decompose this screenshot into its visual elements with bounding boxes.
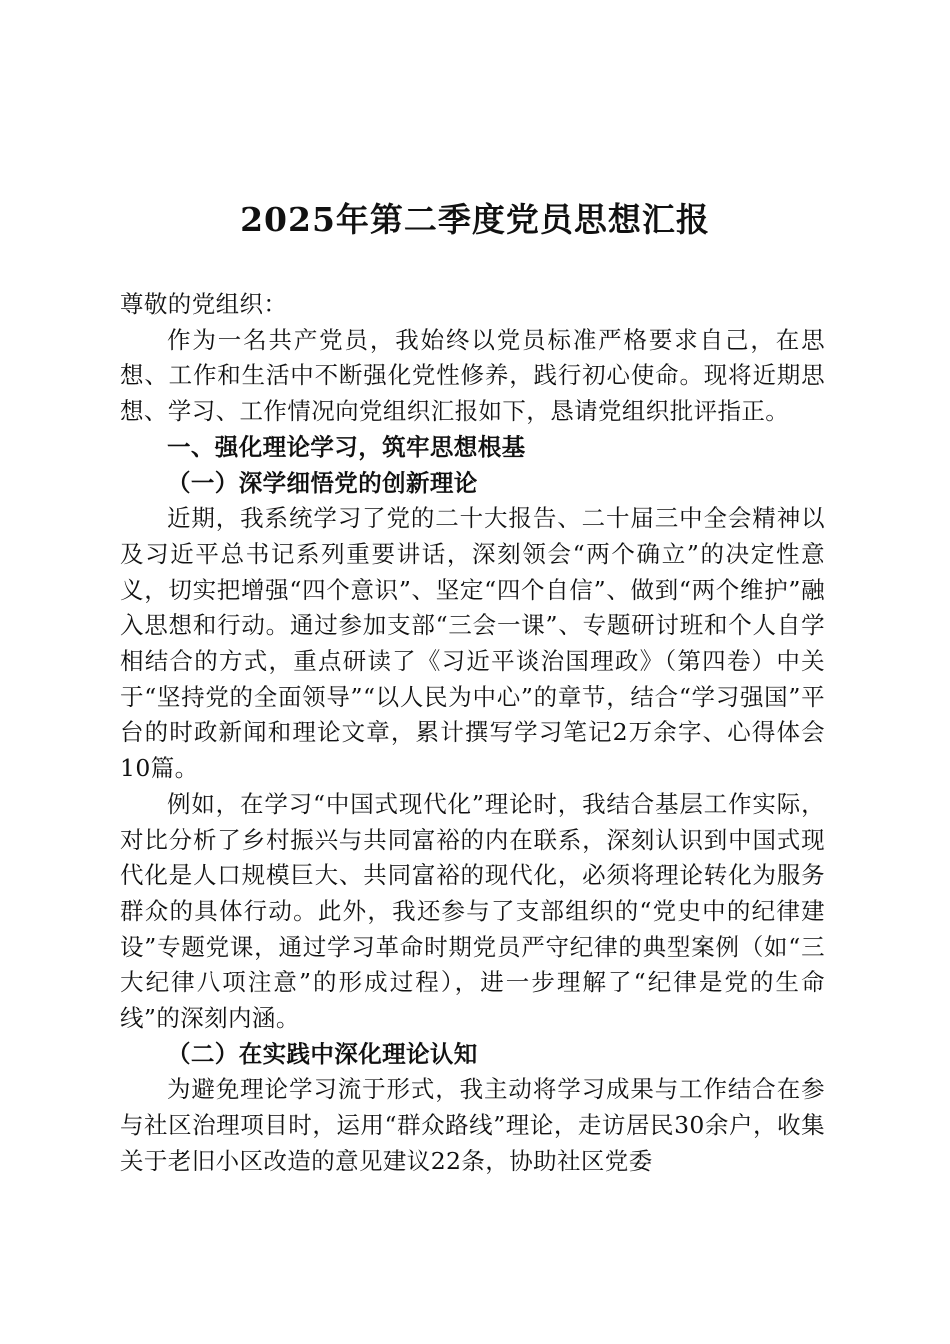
paragraph-study: 近期，我系统学习了党的二十大报告、二十届三中全会精神以及习近平总书记系列重要讲话，深刻领会“两个确立”的决定性意义，切实把增强“四个意识”、坚定“四个自信”、做到“两个维护”融入思想和行动。通过参加支部“三会一课”、专题研讨班和个人自学相结合的方式，重点研读了《习近平谈治国理政》（第四卷）中关于“坚持党的全面领导”“以人民为中心”的章节，结合“学习强国”平台的时政新闻和理论文章，累计撰写学习笔记2万余字、心得体会10篇。 xyxy=(120,504,825,783)
subsection-heading-1: （一）深学细悟党的创新理论 xyxy=(167,468,478,497)
paragraph-example: 例如，在学习“中国式现代化”理论时，我结合基层工作实际，对比分析了乡村振兴与共同富裕的内在联系，深刻认识到中国式现代化是人口规模巨大、共同富裕的现代化，必须将理论转化为服务群众的具体行动。此外，我还参与了支部组织的“党史中的纪律建设”专题党课，通过学习革命时期党员严守纪律的典型案例（如“三大纪律八项注意”的形成过程），进一步理解了“纪律是党的生命线”的深刻内涵。 xyxy=(120,789,825,1033)
section-heading-1: 一、强化理论学习，筑牢思想根基 xyxy=(167,432,526,461)
document-body xyxy=(120,287,825,1180)
intro-paragraph: 作为一名共产党员，我始终以党员标准严格要求自己，在思想、工作和生活中不断强化党性修养，践行初心使命。现将近期思想、学习、工作情况向党组织汇报如下，恳请党组织批评指正。 xyxy=(120,325,825,426)
document-title: 2025年第二季度党员思想汇报 xyxy=(240,200,710,239)
salutation: 尊敬的党组织： xyxy=(120,290,288,318)
subsection-heading-2: （二）在实践中深化理论认知 xyxy=(167,1039,478,1068)
paragraph-practice: 为避免理论学习流于形式，我主动将学习成果与工作结合在参与社区治理项目时，运用“群众路线”理论，走访居民30余户，收集关于老旧小区改造的意见建议22条，协助社区党委 xyxy=(120,1075,825,1175)
